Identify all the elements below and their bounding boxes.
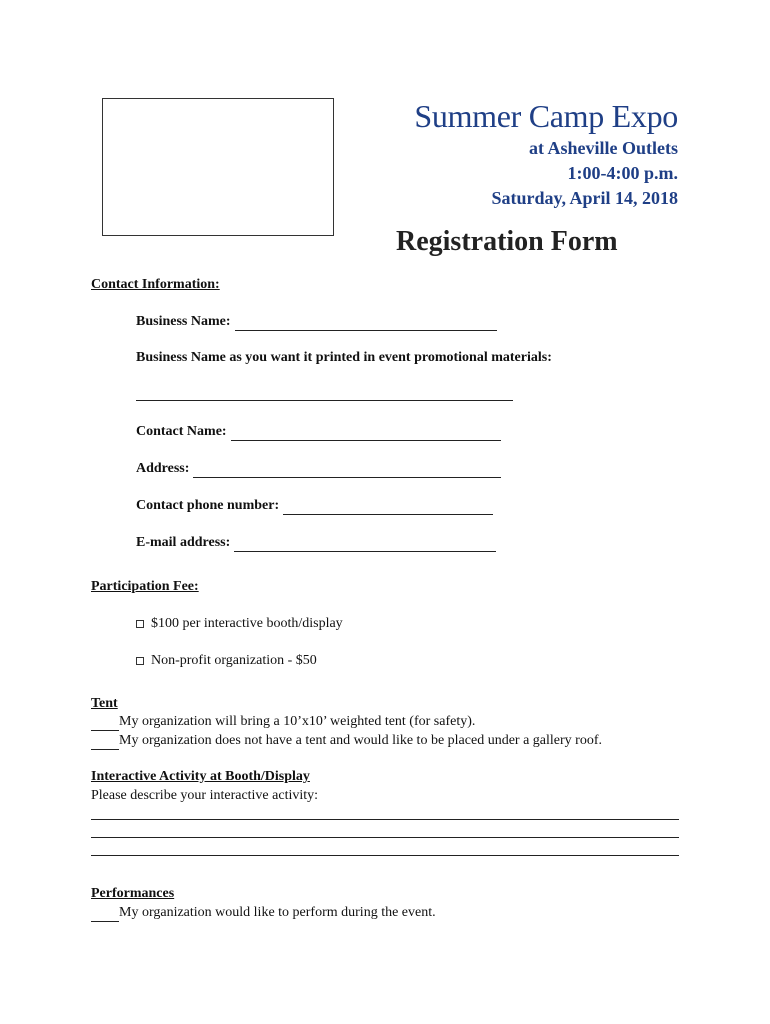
phone-field[interactable] <box>136 497 493 515</box>
activity-heading: Interactive Activity at Booth/Display <box>91 769 310 784</box>
business-name-input-line[interactable] <box>235 316 497 331</box>
performances-option-label: My organization would like to perform during the event. <box>119 905 436 920</box>
fee-option-nonprofit-label: Non-profit organization - $50 <box>151 653 317 668</box>
contact-name-label: Contact Name: <box>136 424 227 439</box>
email-input-line[interactable] <box>234 537 496 552</box>
tent-option-gallery-label: My organization does not have a tent and would like to be placed under a gallery roof. <box>119 733 602 748</box>
contact-heading: Contact Information: <box>91 277 220 292</box>
checkbox-icon[interactable] <box>136 620 144 628</box>
tent-option-bring-label: My organization will bring a 10’x10’ weighted tent (for safety). <box>119 714 476 729</box>
event-date: Saturday, April 14, 2018 <box>491 188 678 208</box>
business-name-printed-text: Business Name as you want it printed in event promotional materials: <box>136 350 552 365</box>
tent-option-gallery[interactable] <box>91 732 602 750</box>
address-input-line[interactable] <box>193 463 501 478</box>
event-location: at Asheville Outlets <box>529 138 678 158</box>
logo-placeholder-box <box>102 98 334 236</box>
activity-input-line-1[interactable] <box>91 819 679 820</box>
business-name-field[interactable] <box>136 313 497 331</box>
phone-input-line[interactable] <box>283 500 493 515</box>
address-label: Address: <box>136 461 190 476</box>
business-name-label: Business Name: <box>136 314 231 329</box>
address-field[interactable] <box>136 460 501 478</box>
activity-input-line-2[interactable] <box>91 837 679 838</box>
tent-option-bring[interactable] <box>91 713 475 731</box>
business-name-printed-label <box>136 349 552 367</box>
phone-label: Contact phone number: <box>136 498 280 513</box>
business-name-printed-input-line[interactable] <box>136 400 513 401</box>
event-time: 1:00-4:00 p.m. <box>567 163 678 183</box>
contact-name-field[interactable] <box>136 423 501 441</box>
performances-heading: Performances <box>91 886 175 901</box>
fee-option-nonprofit[interactable] <box>136 652 317 670</box>
activity-prompt: Please describe your interactive activity: <box>91 788 319 803</box>
fee-heading: Participation Fee: <box>91 579 199 594</box>
fee-option-booth-label: $100 per interactive booth/display <box>151 616 343 631</box>
tent-option-bring-blank[interactable] <box>91 716 119 731</box>
fee-option-booth[interactable] <box>136 615 343 633</box>
performances-option[interactable] <box>91 904 436 922</box>
tent-heading: Tent <box>91 696 118 711</box>
performances-option-blank[interactable] <box>91 907 119 922</box>
form-title: Registration Form <box>396 226 618 257</box>
contact-name-input-line[interactable] <box>231 426 501 441</box>
event-title: Summer Camp Expo <box>414 98 678 134</box>
event-header <box>414 96 678 211</box>
checkbox-icon[interactable] <box>136 657 144 665</box>
activity-input-line-3[interactable] <box>91 855 679 856</box>
tent-option-gallery-blank[interactable] <box>91 735 119 750</box>
email-field[interactable] <box>136 534 496 552</box>
email-label: E-mail address: <box>136 535 231 550</box>
